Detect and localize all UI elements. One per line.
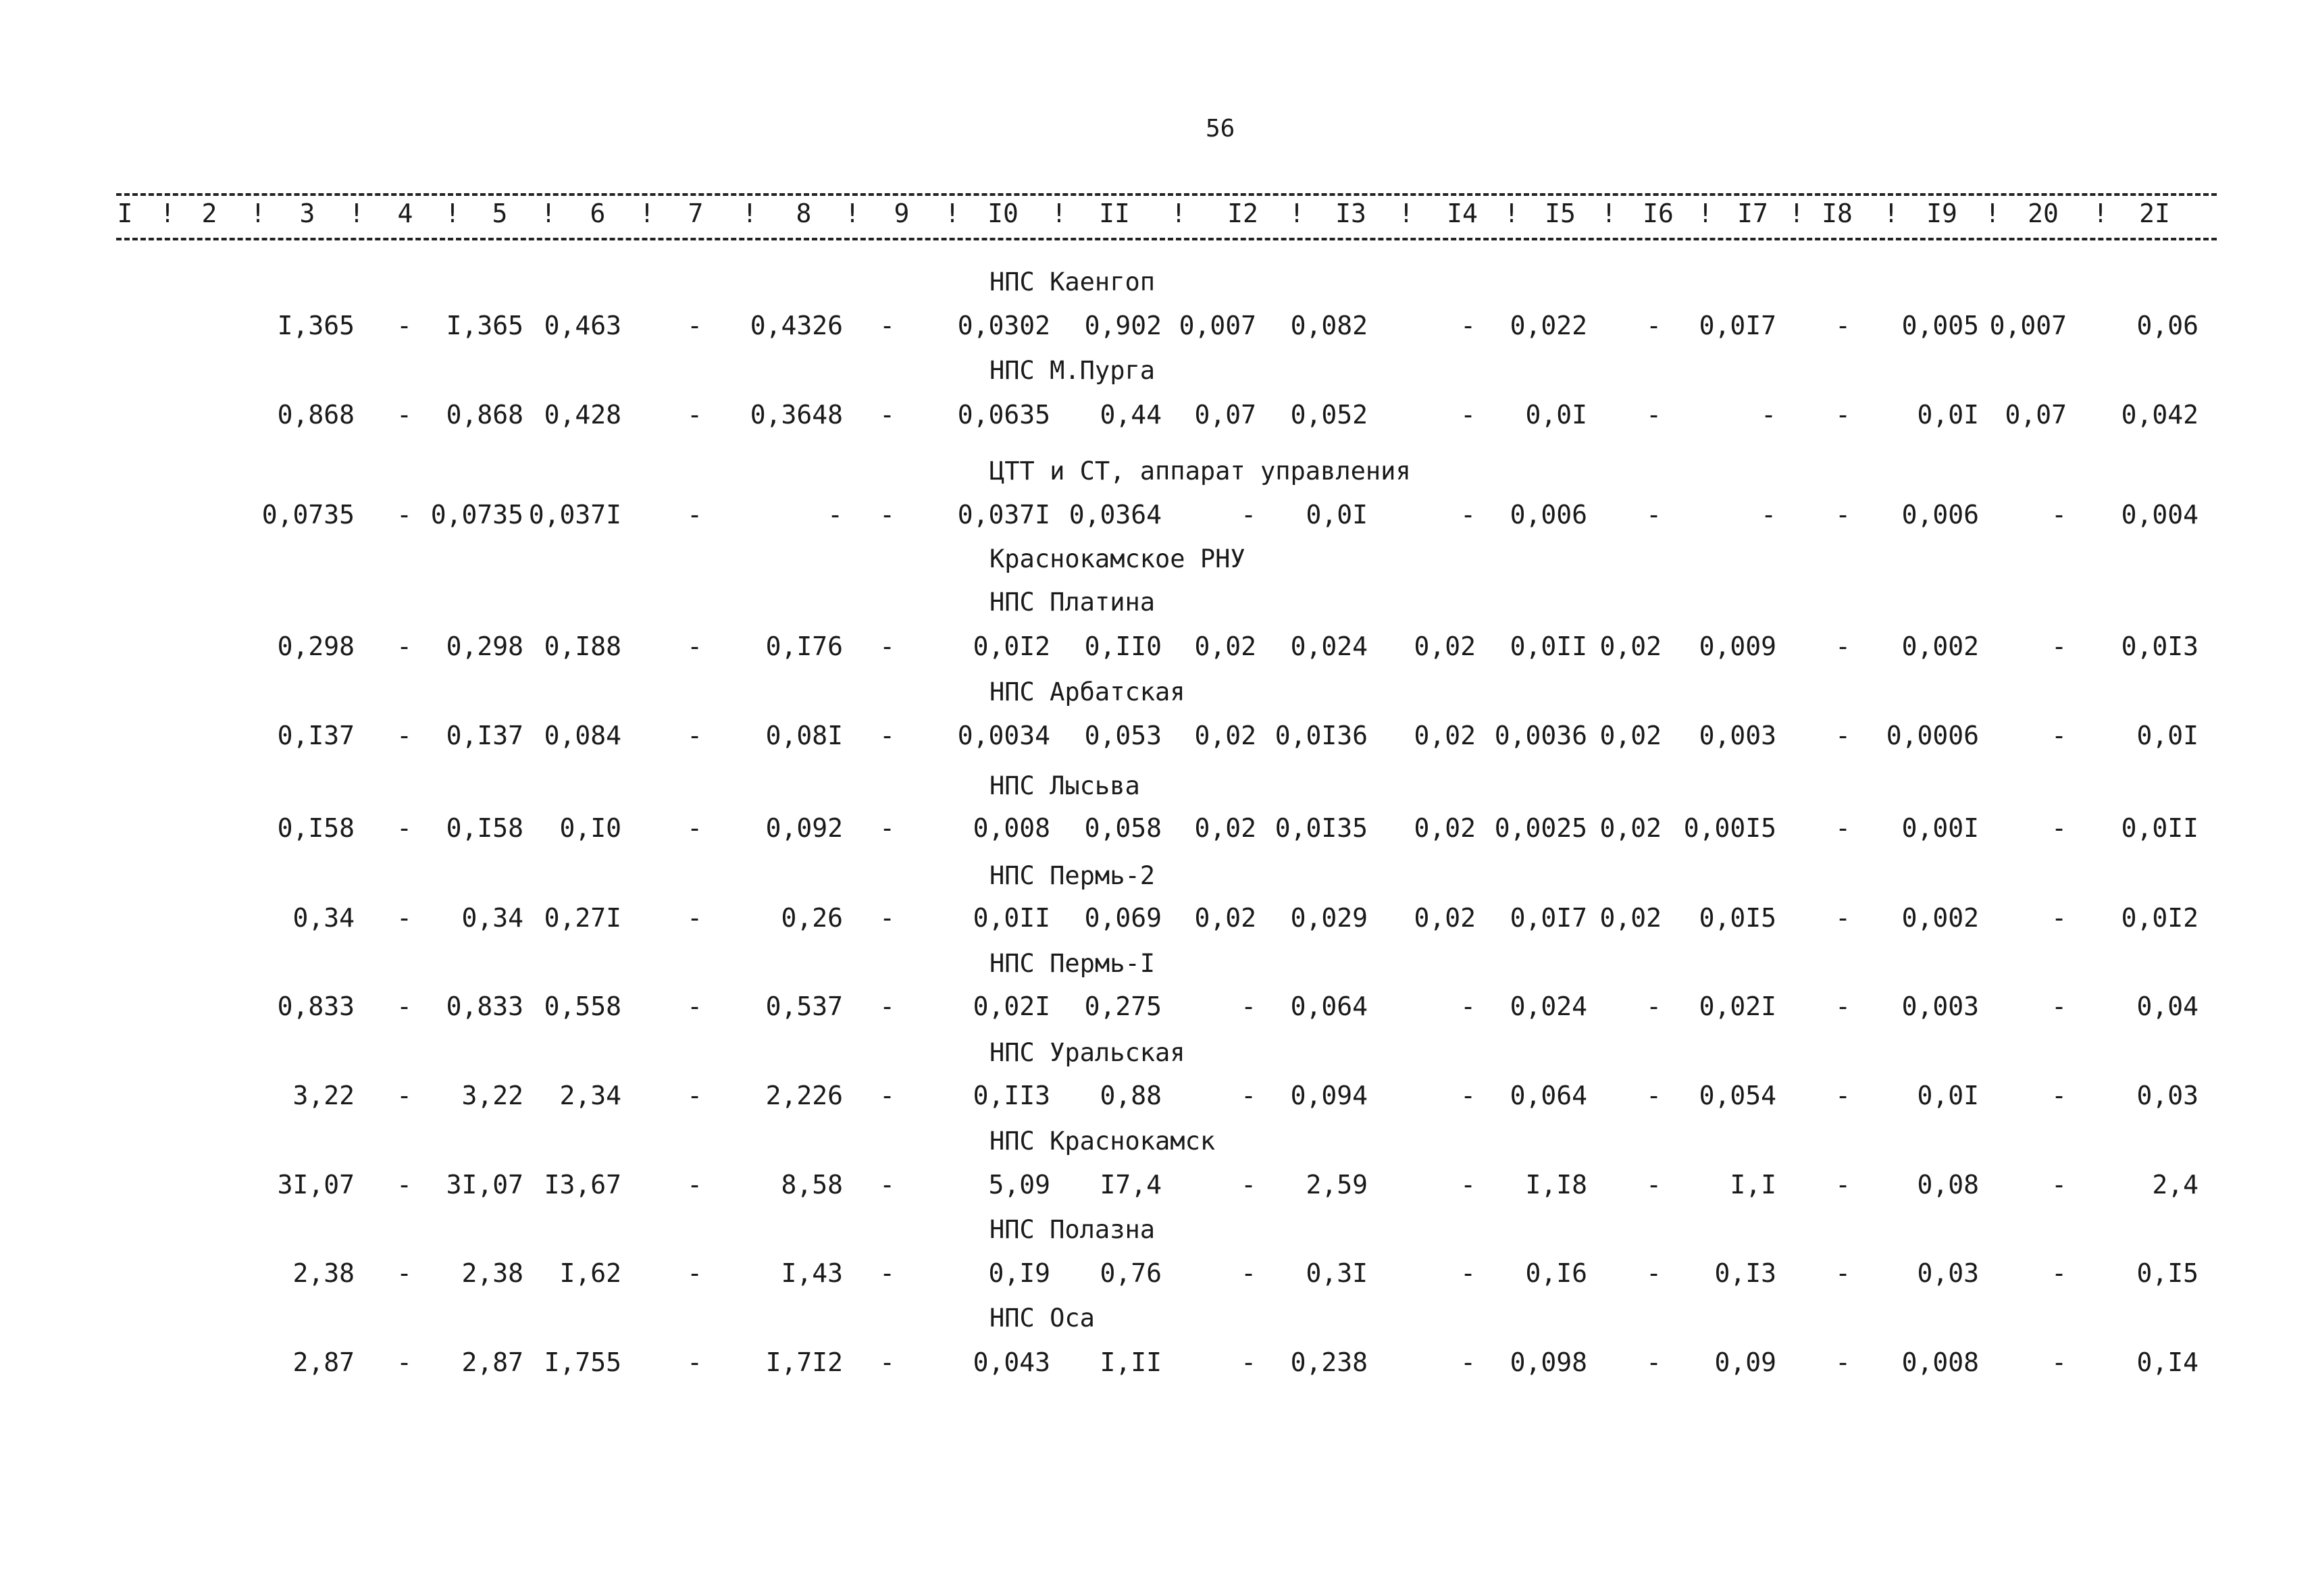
table-cell: - (879, 721, 895, 750)
section-title: НПС Арбатская (989, 677, 1185, 706)
table-cell: - (396, 721, 412, 750)
table-cell: - (396, 1170, 412, 1200)
table-cell: I,I8 (1525, 1170, 1587, 1200)
table-cell: 0,238 (1290, 1347, 1368, 1377)
table-cell: - (1241, 992, 1256, 1021)
table-cell: 0,275 (1084, 992, 1162, 1021)
table-cell: 0,0I (1525, 400, 1587, 430)
table-cell: 0,0I2 (973, 632, 1050, 661)
section-title: НПС Пермь-I (989, 949, 1156, 978)
section-title: НПС Оса (989, 1304, 1095, 1333)
table-cell: - (879, 311, 895, 340)
column-separator: ! (1051, 199, 1067, 228)
table-cell: - (1761, 400, 1776, 430)
table-cell: - (687, 1170, 702, 1200)
table-cell: 0,007 (1989, 311, 2067, 340)
table-cell: 0,0034 (957, 721, 1050, 750)
table-cell: 0,02 (1194, 903, 1256, 933)
column-separator: ! (444, 199, 461, 228)
table-cell: 0,I37 (277, 721, 355, 750)
column-separator: ! (250, 199, 266, 228)
table-cell: - (1241, 1170, 1256, 1200)
column-separator: ! (540, 199, 557, 228)
table-cell: - (1241, 1081, 1256, 1110)
table-cell: I3,67 (544, 1170, 621, 1200)
column-header-4: 4 (397, 199, 413, 228)
table-cell: 0,064 (1290, 992, 1368, 1021)
table-cell: 0,558 (544, 992, 621, 1021)
table-cell: - (687, 1347, 702, 1377)
table-cell: 0,I76 (765, 632, 843, 661)
table-cell: 0,3648 (750, 400, 843, 430)
table-cell: 0,098 (1510, 1347, 1587, 1377)
table-cell: - (1460, 1170, 1476, 1200)
section-title: НПС М.Пурга (989, 356, 1156, 385)
table-cell: - (1460, 311, 1476, 340)
table-cell: - (2051, 1081, 2067, 1110)
table-cell: 0,00I5 (1683, 813, 1776, 843)
table-cell: 0,094 (1290, 1081, 1368, 1110)
column-header-10: I0 (987, 199, 1019, 228)
table-cell: I,I (1730, 1170, 1776, 1200)
table-cell: 0,04 (2136, 992, 2199, 1021)
table-cell: - (879, 903, 895, 933)
table-cell: 0,02I (1699, 992, 1776, 1021)
table-cell: - (396, 813, 412, 843)
table-cell: 3,22 (461, 1081, 523, 1110)
column-separator: ! (1789, 199, 1805, 228)
column-separator: ! (844, 199, 860, 228)
table-cell: 0,08I (765, 721, 843, 750)
table-cell: 0,0I7 (1699, 311, 1776, 340)
table-cell: 0,02 (1414, 813, 1476, 843)
column-header-17: I7 (1737, 199, 1768, 228)
table-cell: 0,008 (973, 813, 1050, 843)
table-cell: 0,005 (1901, 311, 1979, 340)
table-cell: 0,3I (1306, 1258, 1368, 1288)
table-cell: 0,I6 (1525, 1258, 1587, 1288)
column-header-16: I6 (1643, 199, 1674, 228)
column-separator: ! (639, 199, 655, 228)
table-cell: 0,0I5 (1699, 903, 1776, 933)
table-cell: - (687, 903, 702, 933)
column-separator: ! (1171, 199, 1187, 228)
table-cell: 0,0I3 (2121, 632, 2199, 661)
table-cell: - (879, 1258, 895, 1288)
table-cell: 0,I88 (544, 632, 621, 661)
table-cell: 0,022 (1510, 311, 1587, 340)
column-header-21: 2I (2139, 199, 2170, 228)
table-cell: - (2051, 500, 2067, 530)
table-cell: 0,02 (1599, 813, 1662, 843)
table-cell: - (2051, 992, 2067, 1021)
table-cell: 0,I58 (277, 813, 355, 843)
table-cell: 0,082 (1290, 311, 1368, 340)
column-header-9: 9 (894, 199, 910, 228)
table-cell: 0,0364 (1069, 500, 1162, 530)
table-cell: - (879, 1347, 895, 1377)
section-title: НПС Полазна (989, 1215, 1156, 1244)
table-cell: 0,II3 (973, 1081, 1050, 1110)
section-title: НПС Лысьва (989, 771, 1140, 800)
table-cell: - (1835, 903, 1851, 933)
table-cell: - (1241, 1347, 1256, 1377)
table-cell: 0,07 (2005, 400, 2067, 430)
table-cell: 0,03 (2136, 1081, 2199, 1110)
table-cell: - (687, 721, 702, 750)
table-cell: - (1646, 311, 1662, 340)
table-cell: - (687, 1081, 702, 1110)
table-cell: 0,298 (277, 632, 355, 661)
column-header-14: I4 (1447, 199, 1478, 228)
table-cell: 0,058 (1084, 813, 1162, 843)
table-cell: 0,0006 (1886, 721, 1979, 750)
table-cell: 0,0025 (1494, 813, 1587, 843)
table-cell: 0,0II (1510, 632, 1587, 661)
table-cell: - (1646, 1170, 1662, 1200)
table-cell: - (687, 813, 702, 843)
table-cell: 3I,07 (277, 1170, 355, 1200)
page-number: 56 (1206, 115, 1235, 143)
table-cell: - (2051, 1170, 2067, 1200)
table-cell: - (687, 500, 702, 530)
table-cell: 0,868 (446, 400, 523, 430)
table-cell: 0,092 (765, 813, 843, 843)
table-cell: 0,I58 (446, 813, 523, 843)
table-cell: 2,38 (461, 1258, 523, 1288)
table-cell: - (1835, 632, 1851, 661)
table-cell: 0,003 (1699, 721, 1776, 750)
table-cell: 0,0I (1917, 400, 1979, 430)
table-cell: 0,0I (1917, 1081, 1979, 1110)
column-header-18: I8 (1822, 199, 1853, 228)
table-cell: 0,08 (1917, 1170, 1979, 1200)
table-cell: 0,03 (1917, 1258, 1979, 1288)
table-cell: - (879, 632, 895, 661)
table-cell: I7,4 (1100, 1170, 1162, 1200)
column-separator: ! (159, 199, 176, 228)
table-cell: 8,58 (781, 1170, 843, 1200)
table-cell: 2,59 (1306, 1170, 1368, 1200)
column-separator: ! (1601, 199, 1617, 228)
table-cell: 0,0I35 (1275, 813, 1368, 843)
table-cell: 0,0II (2121, 813, 2199, 843)
table-cell: 0,0302 (957, 311, 1050, 340)
table-cell: 0,88 (1100, 1081, 1162, 1110)
column-header-6: 6 (590, 199, 606, 228)
table-cell: 3I,07 (446, 1170, 523, 1200)
table-cell: I,43 (781, 1258, 843, 1288)
table-cell: I,365 (446, 311, 523, 340)
table-cell: - (2051, 721, 2067, 750)
table-cell: 0,26 (781, 903, 843, 933)
table-cell: - (1646, 992, 1662, 1021)
table-cell: - (1835, 992, 1851, 1021)
table-cell: 0,868 (277, 400, 355, 430)
table-cell: 0,4326 (750, 311, 843, 340)
table-cell: 0,07 (1194, 400, 1256, 430)
section-title: ЦТТ и СТ, аппарат управления (989, 457, 1411, 486)
table-cell: 0,064 (1510, 1081, 1587, 1110)
table-cell: - (1460, 992, 1476, 1021)
table-cell: - (396, 632, 412, 661)
table-cell: 0,0I (2136, 721, 2199, 750)
table-cell: I,7I2 (765, 1347, 843, 1377)
table-cell: 0,0I2 (2121, 903, 2199, 933)
table-cell: 0,0II (973, 903, 1050, 933)
table-cell: - (396, 311, 412, 340)
table-cell: 0,II0 (1084, 632, 1162, 661)
table-cell: 0,029 (1290, 903, 1368, 933)
table-cell: 0,037I (528, 500, 621, 530)
table-cell: 0,0735 (261, 500, 355, 530)
table-cell: 0,02I (973, 992, 1050, 1021)
column-header-11: II (1099, 199, 1130, 228)
table-cell: 0,0735 (430, 500, 523, 530)
table-cell: 2,87 (292, 1347, 355, 1377)
table-cell: 0,052 (1290, 400, 1368, 430)
table-cell: - (2051, 903, 2067, 933)
table-cell: - (396, 1258, 412, 1288)
table-cell: 0,I0 (559, 813, 621, 843)
table-cell: - (396, 1347, 412, 1377)
table-cell: - (879, 400, 895, 430)
table-cell: 0,27I (544, 903, 621, 933)
section-title: НПС Каенгоп (989, 267, 1156, 297)
table-cell: - (1646, 1258, 1662, 1288)
table-cell: - (1646, 1347, 1662, 1377)
column-header-20: 20 (2028, 199, 2059, 228)
table-cell: 0,I3 (1714, 1258, 1776, 1288)
table-cell: - (879, 813, 895, 843)
table-cell: - (1460, 400, 1476, 430)
table-cell: - (1835, 813, 1851, 843)
table-cell: 0,06 (2136, 311, 2199, 340)
table-cell: - (2051, 813, 2067, 843)
table-cell: 0,02 (1599, 632, 1662, 661)
table-cell: - (1646, 400, 1662, 430)
table-cell: - (2051, 1258, 2067, 1288)
table-cell: - (1241, 1258, 1256, 1288)
table-cell: - (1761, 500, 1776, 530)
table-cell: 2,226 (765, 1081, 843, 1110)
table-cell: - (687, 400, 702, 430)
column-header-3: 3 (299, 199, 315, 228)
table-cell: - (1835, 721, 1851, 750)
column-header-8: 8 (796, 199, 812, 228)
table-cell: 0,76 (1100, 1258, 1162, 1288)
column-header-19: I9 (1926, 199, 1957, 228)
table-cell: 0,02 (1414, 721, 1476, 750)
table-cell: 0,833 (277, 992, 355, 1021)
table-cell: - (879, 500, 895, 530)
table-cell: - (879, 992, 895, 1021)
table-cell: - (1835, 500, 1851, 530)
table-cell: 0,009 (1699, 632, 1776, 661)
table-cell: 0,02 (1599, 721, 1662, 750)
table-cell: 0,463 (544, 311, 621, 340)
column-separator: ! (944, 199, 960, 228)
table-cell: 0,428 (544, 400, 621, 430)
table-cell: I,755 (544, 1347, 621, 1377)
table-cell: - (1460, 1081, 1476, 1110)
table-cell: 0,084 (544, 721, 621, 750)
table-cell: 0,042 (2121, 400, 2199, 430)
table-cell: I,II (1100, 1347, 1162, 1377)
table-cell: - (687, 992, 702, 1021)
table-cell: 0,902 (1084, 311, 1162, 340)
table-cell: I,62 (559, 1258, 621, 1288)
column-header-2: 2 (201, 199, 217, 228)
column-separator: ! (2092, 199, 2109, 228)
table-cell: 0,0635 (957, 400, 1050, 430)
table-cell: - (827, 500, 843, 530)
table-cell: 0,006 (1901, 500, 1979, 530)
table-cell: 0,006 (1510, 500, 1587, 530)
table-cell: - (687, 632, 702, 661)
column-header-7: 7 (688, 199, 704, 228)
table-cell: 0,02 (1194, 813, 1256, 843)
table-cell: 0,298 (446, 632, 523, 661)
column-separator: ! (1697, 199, 1714, 228)
column-separator: ! (349, 199, 365, 228)
table-cell: - (396, 400, 412, 430)
section-title: Краснокамское РНУ (989, 544, 1245, 573)
table-cell: 0,024 (1510, 992, 1587, 1021)
table-cell: 0,054 (1699, 1081, 1776, 1110)
table-cell: - (396, 1081, 412, 1110)
table-cell: - (396, 992, 412, 1021)
table-cell: 0,02 (1414, 632, 1476, 661)
column-separator: ! (1503, 199, 1520, 228)
table-cell: 2,87 (461, 1347, 523, 1377)
table-cell: - (1646, 500, 1662, 530)
table-cell: - (1835, 311, 1851, 340)
column-separator: ! (1883, 199, 1899, 228)
table-cell: 0,003 (1901, 992, 1979, 1021)
table-cell: - (687, 311, 702, 340)
table-cell: 0,02 (1599, 903, 1662, 933)
table-cell: 0,0036 (1494, 721, 1587, 750)
column-header-15: I5 (1545, 199, 1576, 228)
column-header-13: I3 (1335, 199, 1366, 228)
table-cell: I,365 (277, 311, 355, 340)
table-cell: - (1460, 500, 1476, 530)
table-cell: 0,004 (2121, 500, 2199, 530)
table-cell: - (1835, 400, 1851, 430)
table-cell: 5,09 (988, 1170, 1050, 1200)
table-cell: 0,I9 (988, 1258, 1050, 1288)
table-cell: 2,4 (2152, 1170, 2199, 1200)
table-cell: 0,44 (1100, 400, 1162, 430)
section-title: НПС Пермь-2 (989, 861, 1156, 890)
table-cell: - (2051, 1347, 2067, 1377)
table-cell: - (1835, 1347, 1851, 1377)
table-cell: 0,02 (1194, 632, 1256, 661)
table-cell: 2,34 (559, 1081, 621, 1110)
column-header-1: I (117, 199, 133, 228)
column-separator: ! (1984, 199, 2001, 228)
table-cell: - (1835, 1258, 1851, 1288)
table-cell: 0,02 (1414, 903, 1476, 933)
table-cell: 0,I5 (2136, 1258, 2199, 1288)
column-separator: ! (1289, 199, 1305, 228)
table-cell: 0,002 (1901, 903, 1979, 933)
table-cell: 0,0I (1306, 500, 1368, 530)
table-cell: 0,0I36 (1275, 721, 1368, 750)
table-cell: - (687, 1258, 702, 1288)
table-cell: - (2051, 632, 2067, 661)
table-cell: 0,34 (292, 903, 355, 933)
table-cell: 0,037I (957, 500, 1050, 530)
table-cell: 0,069 (1084, 903, 1162, 933)
table-cell: 0,002 (1901, 632, 1979, 661)
section-title: НПС Краснокамск (989, 1127, 1216, 1156)
table-cell: 0,I37 (446, 721, 523, 750)
section-title: НПС Платина (989, 588, 1156, 617)
table-cell: 0,34 (461, 903, 523, 933)
table-cell: 3,22 (292, 1081, 355, 1110)
table-cell: 0,00I (1901, 813, 1979, 843)
table-cell: - (1835, 1170, 1851, 1200)
table-cell: 0,537 (765, 992, 843, 1021)
table-cell: 2,38 (292, 1258, 355, 1288)
table-cell: - (1460, 1347, 1476, 1377)
table-cell: 0,833 (446, 992, 523, 1021)
table-cell: - (1460, 1258, 1476, 1288)
table-cell: - (1835, 1081, 1851, 1110)
table-cell: 0,053 (1084, 721, 1162, 750)
table-cell: - (1241, 500, 1256, 530)
table-cell: 0,02 (1194, 721, 1256, 750)
table-cell: - (1646, 1081, 1662, 1110)
table-cell: - (396, 500, 412, 530)
table-cell: 0,024 (1290, 632, 1368, 661)
table-cell: 0,007 (1179, 311, 1256, 340)
section-title: НПС Уральская (989, 1038, 1185, 1067)
table-cell: - (396, 903, 412, 933)
table-cell: 0,0I7 (1510, 903, 1587, 933)
column-header-5: 5 (492, 199, 508, 228)
table-cell: 0,I4 (2136, 1347, 2199, 1377)
column-header-12: I2 (1227, 199, 1258, 228)
table-cell: 0,09 (1714, 1347, 1776, 1377)
column-separator: ! (1398, 199, 1414, 228)
table-cell: - (879, 1170, 895, 1200)
table-cell: 0,043 (973, 1347, 1050, 1377)
table-cell: 0,008 (1901, 1347, 1979, 1377)
column-separator: ! (742, 199, 758, 228)
table-cell: - (879, 1081, 895, 1110)
